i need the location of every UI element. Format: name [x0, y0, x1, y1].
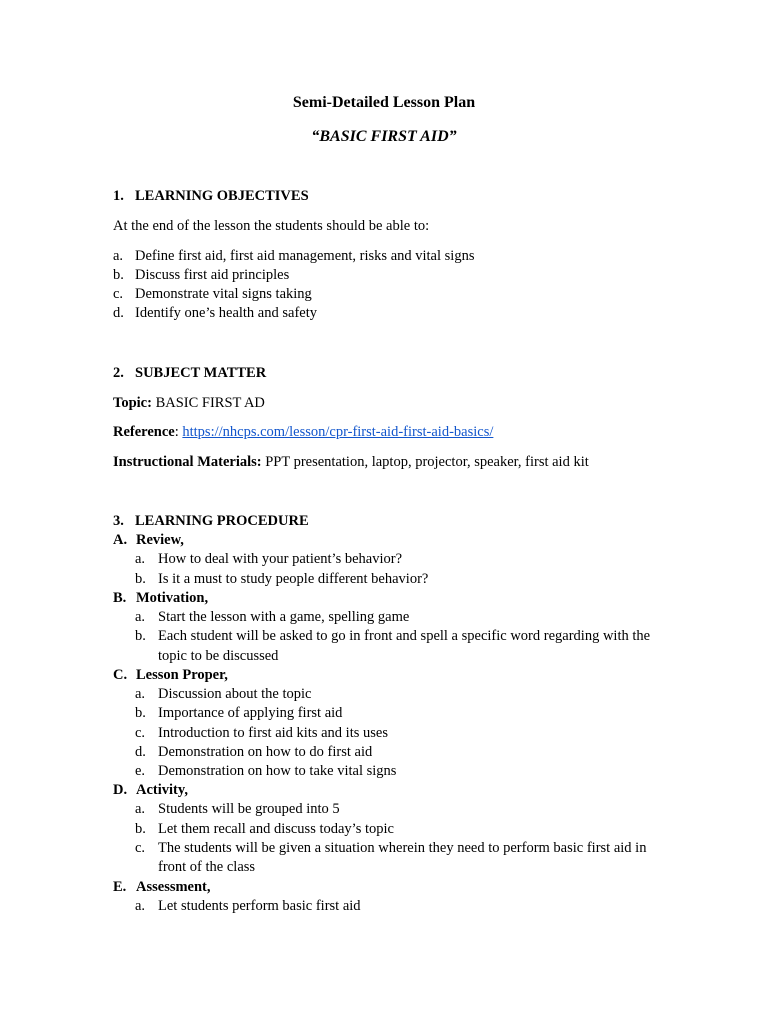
list-item: [135, 801, 340, 818]
list-item: [135, 686, 311, 703]
part-title: Lesson Proper,: [136, 667, 228, 683]
list-item: [135, 551, 402, 568]
procedure-part-heading: [113, 532, 184, 549]
topic-value: BASIC FIRST AD: [155, 395, 265, 411]
list-text: Introduction to first aid kits and its uses: [158, 725, 388, 741]
list-marker: b.: [135, 705, 146, 721]
section-2-heading: [113, 365, 266, 382]
list-item: [113, 248, 474, 265]
part-title: Activity,: [136, 782, 188, 798]
list-marker: e.: [135, 763, 146, 779]
list-marker: c.: [113, 286, 124, 302]
list-item: [135, 725, 388, 742]
reference-label: Reference: [113, 424, 175, 440]
part-marker: C.: [113, 667, 128, 683]
list-text: Demonstration on how to take vital signs: [158, 763, 397, 779]
list-marker: b.: [135, 628, 146, 644]
list-marker: b.: [135, 821, 146, 837]
list-marker: c.: [135, 840, 146, 856]
part-marker: D.: [113, 782, 128, 798]
list-marker: a.: [135, 686, 146, 702]
list-item: [135, 628, 650, 645]
list-marker: a.: [135, 898, 146, 914]
procedure-part-heading: [113, 667, 228, 684]
procedure-part-heading: [113, 590, 208, 607]
list-item: [113, 286, 312, 303]
reference-line: [113, 424, 493, 441]
reference-link[interactable]: https://nhcps.com/lesson/cpr-first-aid-first-aid-basics/: [182, 424, 494, 440]
list-marker: a.: [135, 551, 146, 567]
list-item: [135, 571, 428, 588]
part-marker: E.: [113, 879, 127, 895]
materials-label: Instructional Materials:: [113, 454, 262, 470]
list-text: Discuss first aid principles: [135, 267, 290, 283]
list-item: [135, 705, 342, 722]
list-marker: d.: [135, 744, 146, 760]
list-text: Demonstration on how to do first aid: [158, 744, 373, 760]
list-item: [135, 763, 396, 780]
part-title: Motivation,: [136, 590, 209, 606]
list-item: [135, 821, 394, 838]
list-text: Define first aid, first aid management, risks and vital signs: [135, 248, 475, 264]
list-text: Each student will be asked to go in front and spell a specific word regarding with the: [158, 628, 651, 644]
list-marker: a.: [135, 801, 146, 817]
list-text: Let students perform basic first aid: [158, 898, 361, 914]
section-number: 3.: [113, 513, 124, 529]
procedure-part-heading: [113, 879, 211, 896]
list-text: Let them recall and discuss today’s topic: [158, 821, 394, 837]
part-marker: A.: [113, 532, 128, 548]
list-text: Identify one’s health and safety: [135, 305, 317, 321]
reference-separator: :: [174, 424, 179, 440]
list-marker: b.: [113, 267, 124, 283]
list-item-continuation: front of the class: [158, 859, 256, 875]
procedure-part-heading: [113, 782, 188, 799]
section-title: SUBJECT MATTER: [135, 365, 267, 381]
section-number: 2.: [113, 365, 124, 381]
list-text: Students will be grouped into 5: [158, 801, 340, 817]
part-marker: B.: [113, 590, 127, 606]
topic-line: [113, 395, 265, 412]
list-text: The students will be given a situation wherein they need to perform basic first aid in: [158, 840, 647, 856]
section-1-heading: [113, 188, 309, 205]
list-text: Importance of applying first aid: [158, 705, 343, 721]
list-marker: b.: [135, 571, 146, 587]
objectives-intro: At the end of the lesson the students should be able to:: [113, 218, 430, 234]
list-text: Discussion about the topic: [158, 686, 312, 702]
part-title: Review,: [136, 532, 184, 548]
list-item: [135, 609, 409, 626]
list-item-continuation: topic to be discussed: [158, 648, 279, 664]
section-title: LEARNING PROCEDURE: [135, 513, 309, 529]
list-item: [113, 267, 289, 284]
list-marker: a.: [135, 609, 146, 625]
list-item: [135, 840, 646, 857]
materials-line: [113, 454, 589, 471]
section-3-heading: [113, 513, 309, 530]
list-text: Start the lesson with a game, spelling game: [158, 609, 410, 625]
list-marker: d.: [113, 305, 124, 321]
list-marker: c.: [135, 725, 146, 741]
part-title: Assessment,: [136, 879, 211, 895]
section-number: 1.: [113, 188, 124, 204]
list-item: [113, 305, 317, 322]
list-text: How to deal with your patient’s behavior?: [158, 551, 403, 567]
list-item: [135, 898, 361, 915]
list-text: Is it a must to study people different behavior?: [158, 571, 429, 587]
list-item: [135, 744, 372, 761]
page-subtitle: “BASIC FIRST AID”: [311, 128, 457, 145]
page-title: Semi-Detailed Lesson Plan: [292, 94, 476, 111]
section-title: LEARNING OBJECTIVES: [135, 188, 309, 204]
materials-value: PPT presentation, laptop, projector, speaker, first aid kit: [265, 454, 589, 470]
list-marker: a.: [113, 248, 124, 264]
topic-label: Topic:: [113, 395, 152, 411]
list-text: Demonstrate vital signs taking: [135, 286, 312, 302]
